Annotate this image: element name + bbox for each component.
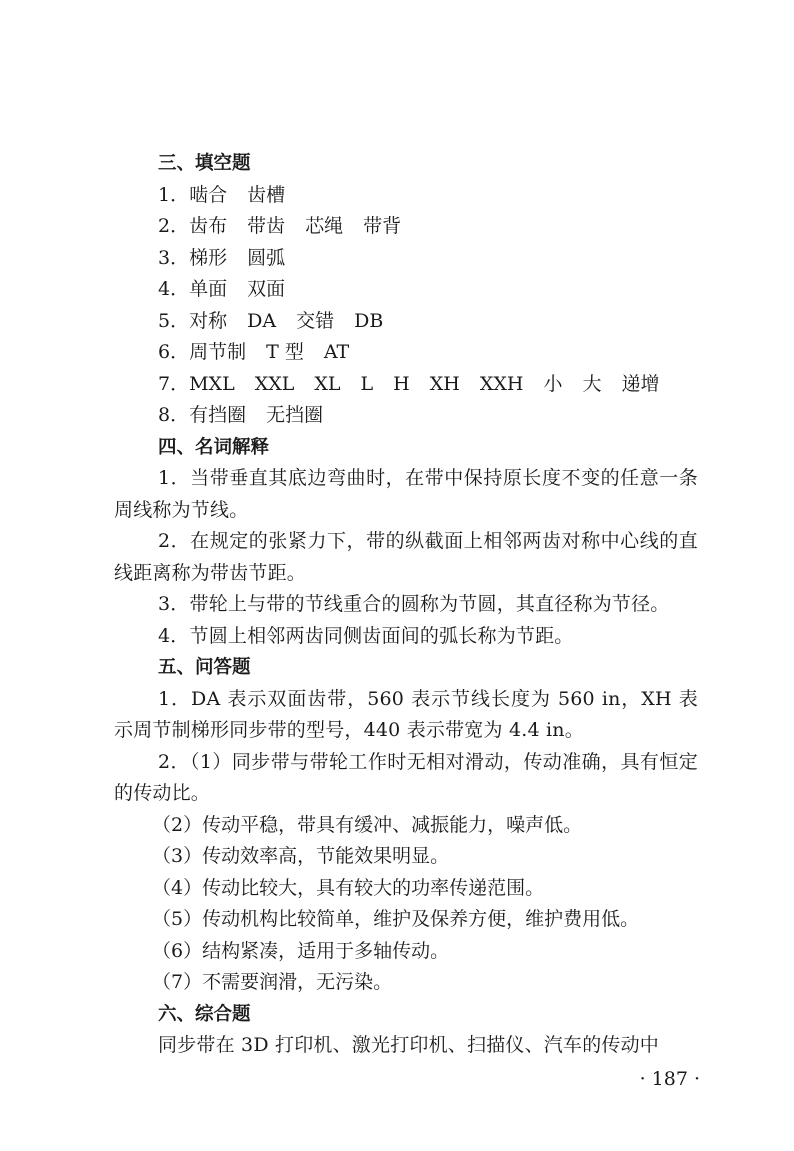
qa-point-6: （6）结构紧凑，适用于多轴传动。 bbox=[152, 939, 450, 962]
answer-text: 啮合 bbox=[189, 183, 228, 206]
answer-text: T 型 bbox=[266, 341, 304, 363]
answer-text: 带齿 bbox=[247, 215, 286, 237]
item-number: 4． bbox=[158, 278, 190, 300]
item-number: 7． bbox=[158, 372, 190, 395]
answer-content bbox=[114, 148, 698, 1062]
item-number: 8． bbox=[158, 404, 190, 426]
answer-text: 齿布 bbox=[189, 215, 228, 237]
qa-point-7: （7）不需要润滑，无污染。 bbox=[152, 971, 393, 993]
section-title-terms: 四、名词解释 bbox=[158, 436, 270, 458]
answer-text: DB bbox=[354, 309, 384, 332]
qa-item-1: 1．DA 表示双面齿带，560 表示节线长度为 560 in，XH 表示周节制梯形同步带的型号，440 表示带宽为 4.4 in。 bbox=[114, 687, 698, 741]
item-number: 1． bbox=[158, 183, 190, 206]
fill-blank-item-2 bbox=[114, 211, 698, 243]
qa-item-2-intro: 2．（1）同步带与带轮工作时无相对滑动，传动准确，具有恒定的传动比。 bbox=[114, 750, 698, 804]
answer-text: 双面 bbox=[247, 278, 286, 300]
fill-blank-item-3 bbox=[114, 243, 698, 275]
term-item-3: 3．带轮上与带的节线重合的圆称为节圆，其直径称为节径。 bbox=[158, 593, 670, 615]
answer-text: H bbox=[393, 372, 410, 395]
term-item-4: 4．节圆上相邻两齿同侧齿面间的弧长称为节距。 bbox=[158, 624, 574, 647]
item-number: 2． bbox=[158, 215, 190, 237]
answer-text: 递增 bbox=[621, 372, 660, 395]
section-title-comprehensive: 六、综合题 bbox=[158, 1003, 251, 1025]
fill-blank-list bbox=[114, 180, 698, 432]
qa-point-3: （3）传动效率高，节能效果明显。 bbox=[152, 845, 450, 867]
answer-text: 小 bbox=[543, 372, 563, 395]
answer-text: XH bbox=[429, 372, 460, 395]
answer-text: 对称 bbox=[189, 309, 228, 332]
qa-point-4: （4）传动比较大，具有较大的功率传递范围。 bbox=[152, 876, 545, 899]
comprehensive-text: 同步带在 3D 打印机、激光打印机、扫描仪、汽车的传动中 bbox=[158, 1034, 660, 1056]
answer-text: 周节制 bbox=[189, 341, 247, 363]
fill-blank-item-5 bbox=[114, 306, 698, 338]
qa-point-5: （5）传动机构比较简单，维护及保养方便，维护费用低。 bbox=[152, 908, 640, 930]
answer-text: XXH bbox=[479, 372, 524, 395]
answer-text: MXL bbox=[189, 372, 235, 395]
answer-text: 圆弧 bbox=[247, 246, 286, 269]
answer-text: 大 bbox=[582, 372, 602, 395]
section-title-qa: 五、问答题 bbox=[158, 657, 251, 678]
qa-point-2: （2）传动平稳，带具有缓冲、减振能力，噪声低。 bbox=[152, 813, 583, 836]
term-item-2: 2．在规定的张紧力下，带的纵截面上相邻两齿对称中心线的直线距离称为带齿节距。 bbox=[114, 530, 698, 584]
answer-text: 芯绳 bbox=[305, 215, 344, 237]
fill-blank-item-7 bbox=[114, 369, 698, 401]
answer-text: 带背 bbox=[363, 215, 402, 237]
answer-text: XL bbox=[314, 372, 341, 395]
fill-blank-item-8 bbox=[114, 400, 698, 432]
answer-text: 单面 bbox=[189, 278, 228, 300]
page-number: · 187 · bbox=[639, 1068, 700, 1090]
answer-text: 交错 bbox=[296, 309, 335, 332]
item-number: 3． bbox=[158, 246, 190, 269]
fill-blank-item-4 bbox=[114, 274, 698, 306]
answer-text: 无挡圈 bbox=[266, 404, 324, 426]
answer-text: 梯形 bbox=[189, 246, 228, 269]
answer-text: DA bbox=[247, 309, 277, 332]
term-item-1: 1．当带垂直其底边弯曲时，在带中保持原长度不变的任意一条周线称为节线。 bbox=[114, 467, 698, 521]
answer-text: 有挡圈 bbox=[189, 404, 247, 426]
fill-blank-item-1 bbox=[114, 180, 698, 212]
answer-text: AT bbox=[323, 341, 350, 363]
fill-blank-item-6 bbox=[114, 337, 698, 369]
answer-text: 齿槽 bbox=[247, 183, 286, 206]
section-title-fill-blank: 三、填空题 bbox=[158, 153, 251, 174]
answer-text: L bbox=[360, 372, 374, 395]
answer-text: XXL bbox=[254, 372, 295, 395]
item-number: 5． bbox=[158, 309, 190, 332]
item-number: 6． bbox=[158, 341, 190, 363]
